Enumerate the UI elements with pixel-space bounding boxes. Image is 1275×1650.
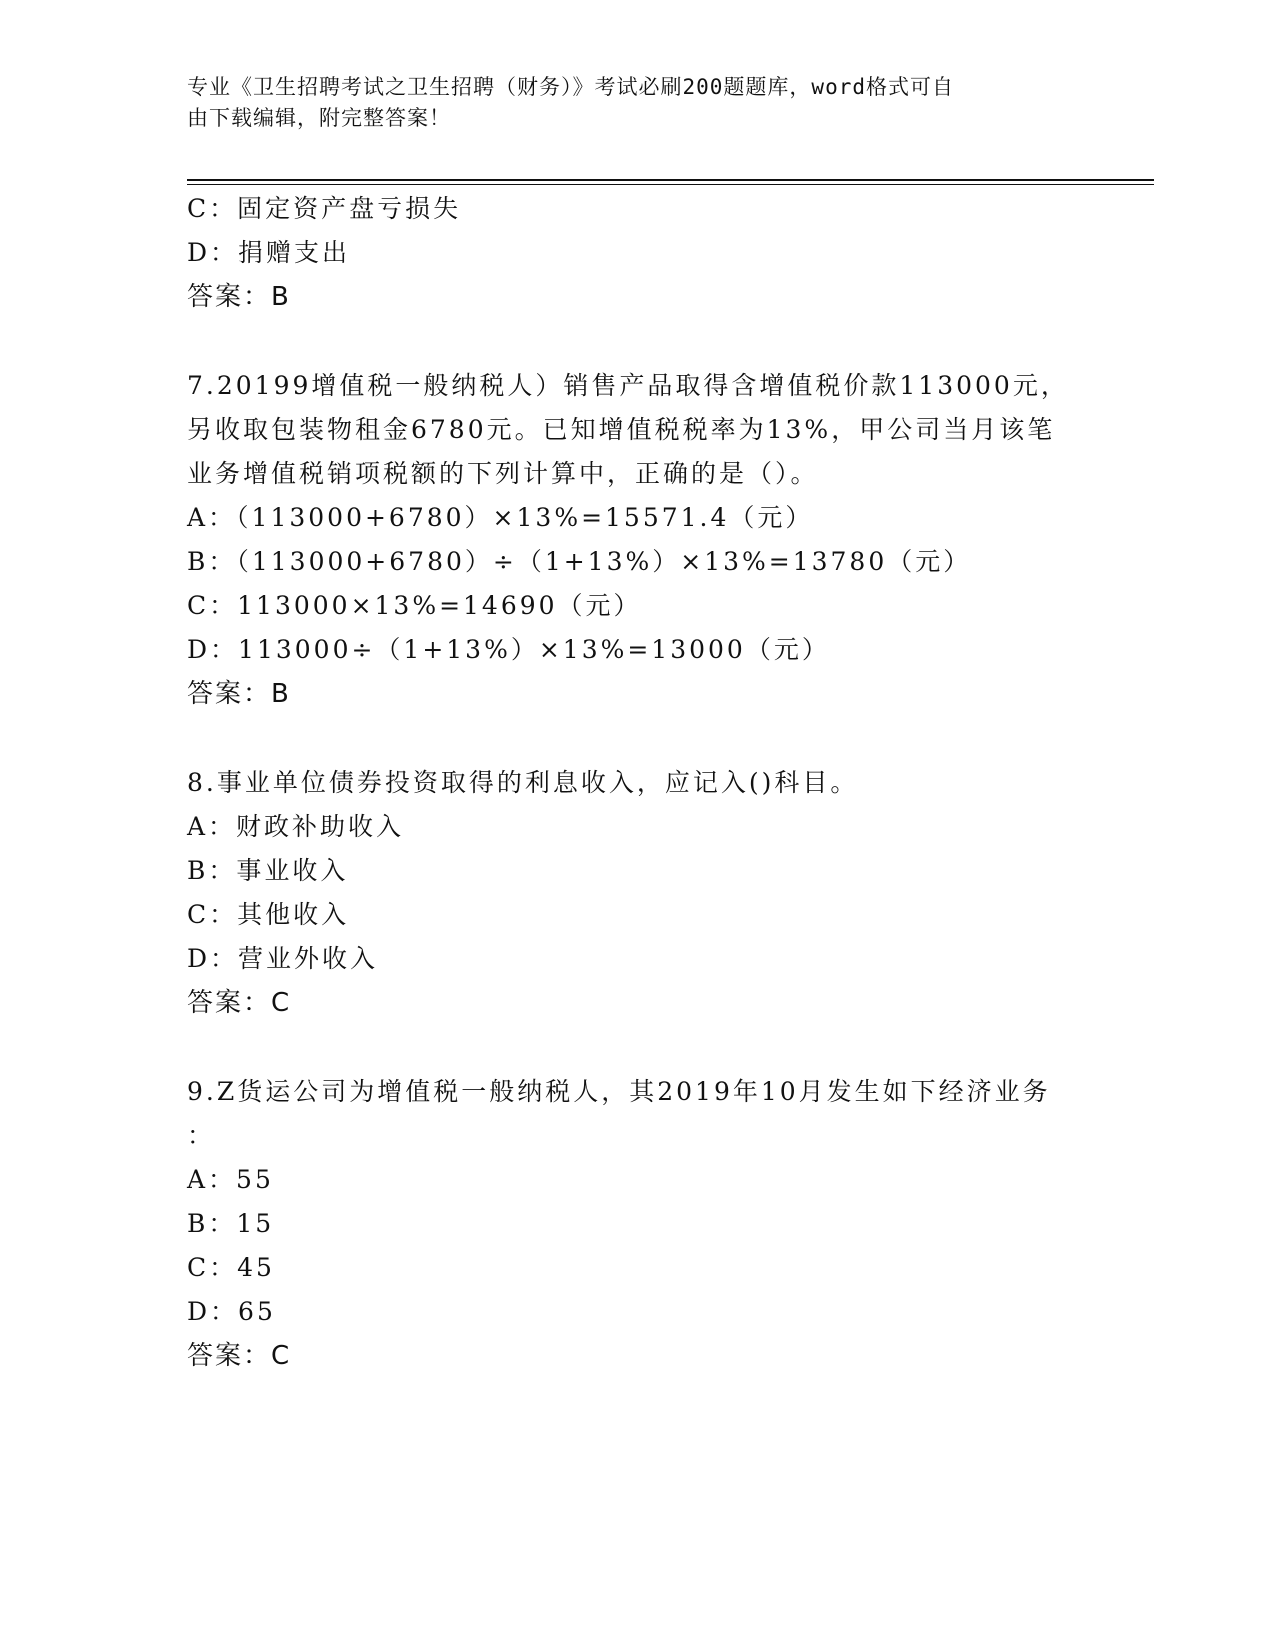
q9-option-a: A：55 [187, 1165, 274, 1194]
q7-answer: 答案：B [187, 679, 291, 709]
q9-option-d: D：65 [187, 1297, 276, 1326]
q7-stem-line-1: 7.20199增值税一般纳税人）销售产品取得含增值税价款113000元， [187, 371, 1069, 400]
q9-answer: 答案：C [187, 1341, 292, 1371]
header-line-2: 由下载编辑，附完整答案！ [187, 106, 451, 130]
q8-option-c: C：其他收入 [187, 900, 350, 929]
q7-option-b: B：（113000+6780）÷（1+13%）×13%=13780（元） [187, 547, 972, 576]
q8-option-a: A：财政补助收入 [187, 812, 405, 841]
q7-stem-line-3: 业务增值税销项税额的下列计算中，正确的是（）。 [187, 459, 819, 488]
q6-option-c: C：固定资产盘亏损失 [187, 194, 462, 223]
q7-option-d: D：113000÷（1+13%）×13%=13000（元） [187, 635, 830, 664]
q8-stem: 8.事业单位债券投资取得的利息收入，应记入()科目。 [187, 768, 859, 797]
q9-stem-line-1: 9.Z货运公司为增值税一般纳税人，其2019年10月发生如下经济业务 [187, 1077, 1051, 1106]
document-header [187, 72, 1067, 134]
q7-stem-line-2: 另收取包装物租金6780元。已知增值税税率为13%，甲公司当月该笔 [187, 415, 1056, 444]
q8-option-b: B：事业收入 [187, 856, 349, 885]
q9-stem-line-2: ： [187, 1121, 216, 1150]
q9-option-c: C：45 [187, 1253, 275, 1282]
q7-option-c: C：113000×13%=14690（元） [187, 591, 642, 620]
q8-option-d: D：营业外收入 [187, 944, 379, 973]
q7-option-a: A：（113000+6780）×13%=15571.4（元） [187, 503, 814, 532]
header-line-1: 专业《卫生招聘考试之卫生招聘（财务）》考试必刷200题题库，word格式可自 [187, 75, 954, 99]
header-rule-thick [187, 179, 1154, 181]
q6-option-d: D：捐赠支出 [187, 238, 351, 267]
q9-option-b: B：15 [187, 1209, 275, 1238]
header-rule-thin [187, 184, 1154, 185]
q8-answer: 答案：C [187, 988, 292, 1018]
q6-answer: 答案：B [187, 282, 291, 312]
